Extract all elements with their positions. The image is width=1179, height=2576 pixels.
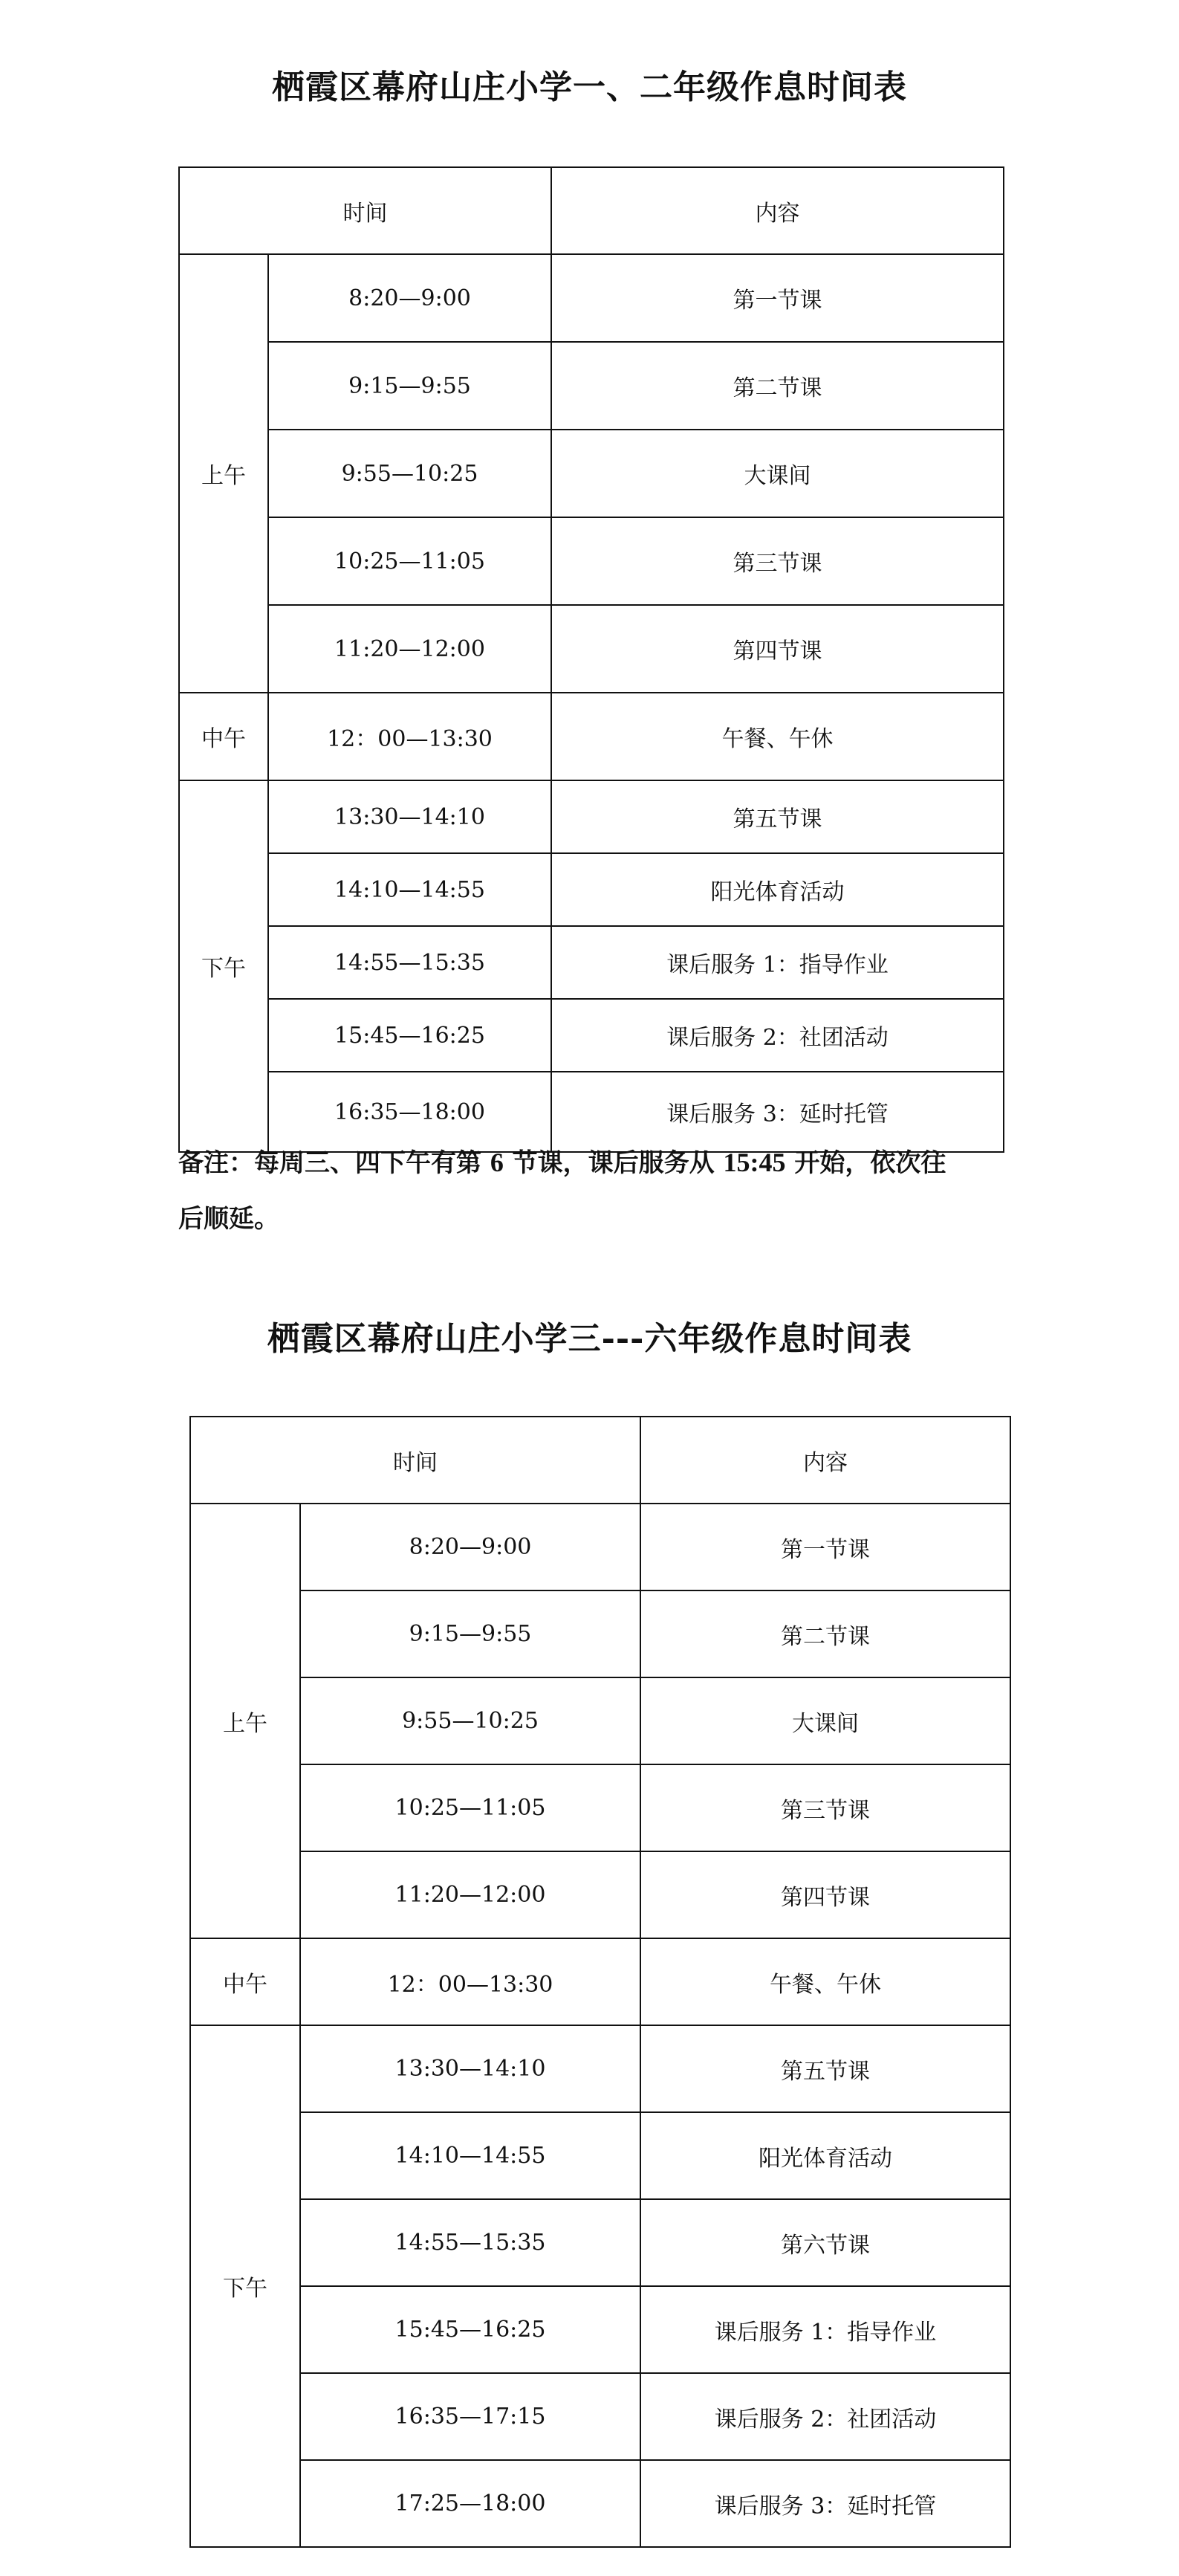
row-content: 课后服务 3：延时托管	[551, 1072, 1004, 1152]
note-text-3: 开始，依次往	[785, 1148, 946, 1178]
row-time: 17:25—18:00	[300, 2460, 640, 2547]
row-content: 第三节课	[551, 517, 1004, 605]
row-time: 13:30—14:10	[300, 2025, 640, 2112]
note-text-2: 节课，课后服务从	[503, 1148, 724, 1178]
row-time: 15:45—16:25	[300, 2286, 640, 2373]
table-row	[179, 999, 1004, 1072]
row-time: 14:10—14:55	[268, 853, 551, 926]
table-row	[179, 926, 1004, 999]
header-time: 时间	[179, 167, 551, 254]
note-text-1: 备注：每周三、四下午有第	[178, 1148, 490, 1178]
row-time: 9:55—10:25	[268, 430, 551, 517]
table2-title: 栖霞区幕府山庄小学三---六年级作息时间表	[267, 1320, 912, 1358]
note-line-2: 后顺延。	[178, 1204, 279, 1234]
table-row	[179, 254, 1004, 342]
row-content: 课后服务 2：社团活动	[551, 999, 1004, 1072]
period-afternoon: 下午	[190, 2025, 300, 2547]
row-time: 16:35—18:00	[268, 1072, 551, 1152]
table-header-row	[179, 167, 1004, 254]
table-row	[190, 2460, 1010, 2547]
row-time: 9:15—9:55	[268, 342, 551, 430]
row-content: 课后服务 1：指导作业	[640, 2286, 1010, 2373]
row-time: 8:20—9:00	[268, 254, 551, 342]
row-time: 15:45—16:25	[268, 999, 551, 1072]
note-line-1	[178, 1136, 1018, 1190]
table-row	[190, 2373, 1010, 2460]
table-row	[190, 2286, 1010, 2373]
row-time: 11:20—12:00	[300, 1851, 640, 1938]
period-afternoon: 下午	[179, 780, 268, 1152]
row-time: 12：00—13:30	[268, 693, 551, 780]
row-content: 第六节课	[640, 2199, 1010, 2286]
table-row	[179, 780, 1004, 853]
table-row	[179, 853, 1004, 926]
row-content: 第二节课	[640, 1590, 1010, 1677]
period-morning: 上午	[179, 254, 268, 693]
row-content: 课后服务 3：延时托管	[640, 2460, 1010, 2547]
schedule-table-grades-1-2	[178, 166, 1004, 1153]
row-content: 第二节课	[551, 342, 1004, 430]
row-time: 14:55—15:35	[268, 926, 551, 999]
row-time: 9:55—10:25	[300, 1677, 640, 1764]
row-content: 大课间	[640, 1677, 1010, 1764]
table-row	[190, 2112, 1010, 2199]
table1-title: 栖霞区幕府山庄小学一、二年级作息时间表	[272, 68, 907, 106]
row-content: 课后服务 2：社团活动	[640, 2373, 1010, 2460]
row-content: 阳光体育活动	[640, 2112, 1010, 2199]
table-row	[190, 1851, 1010, 1938]
row-time: 10:25—11:05	[268, 517, 551, 605]
table-row	[190, 2025, 1010, 2112]
note-number-period: 6	[490, 1148, 504, 1177]
table-row	[179, 517, 1004, 605]
row-time: 13:30—14:10	[268, 780, 551, 853]
row-content: 第一节课	[551, 254, 1004, 342]
row-content: 第五节课	[640, 2025, 1010, 2112]
row-time: 14:10—14:55	[300, 2112, 640, 2199]
row-content: 第一节课	[640, 1504, 1010, 1590]
header-content: 内容	[551, 167, 1004, 254]
row-content: 午餐、午休	[640, 1938, 1010, 2025]
table-row	[190, 1677, 1010, 1764]
row-time: 11:20—12:00	[268, 605, 551, 693]
period-noon: 中午	[179, 693, 268, 780]
table-row	[190, 2199, 1010, 2286]
table-row	[190, 1938, 1010, 2025]
row-time: 10:25—11:05	[300, 1764, 640, 1851]
table-row	[179, 605, 1004, 693]
period-noon: 中午	[190, 1938, 300, 2025]
row-time: 8:20—9:00	[300, 1504, 640, 1590]
period-morning: 上午	[190, 1504, 300, 1938]
row-time: 9:15—9:55	[300, 1590, 640, 1677]
row-content: 第三节课	[640, 1764, 1010, 1851]
table-row	[179, 342, 1004, 430]
row-content: 第四节课	[551, 605, 1004, 693]
table-row	[190, 1504, 1010, 1590]
table-header-row	[190, 1417, 1010, 1504]
table-row	[179, 693, 1004, 780]
note-number-time: 15:45	[723, 1148, 786, 1177]
row-content: 大课间	[551, 430, 1004, 517]
header-time: 时间	[190, 1417, 640, 1504]
row-content: 阳光体育活动	[551, 853, 1004, 926]
row-content: 课后服务 1：指导作业	[551, 926, 1004, 999]
row-content: 第四节课	[640, 1851, 1010, 1938]
row-time: 14:55—15:35	[300, 2199, 640, 2286]
row-time: 16:35—17:15	[300, 2373, 640, 2460]
row-content: 午餐、午休	[551, 693, 1004, 780]
table-row	[179, 430, 1004, 517]
row-content: 第五节课	[551, 780, 1004, 853]
schedule-table-grades-3-6	[189, 1416, 1011, 2548]
row-time: 12：00—13:30	[300, 1938, 640, 2025]
header-content: 内容	[640, 1417, 1010, 1504]
table-row	[190, 1764, 1010, 1851]
table-row	[190, 1590, 1010, 1677]
